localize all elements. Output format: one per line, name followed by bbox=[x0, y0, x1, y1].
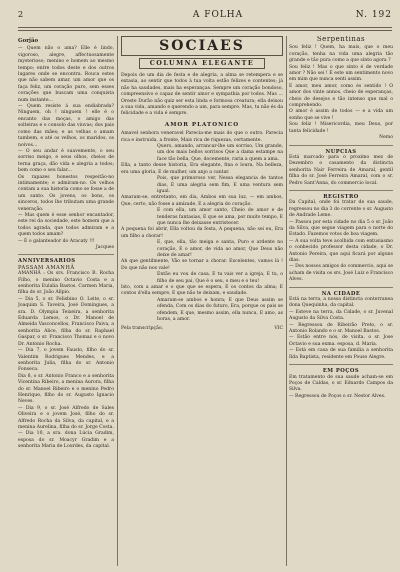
paragraph: — Está em casa de sua familia a senhorita Ilda Baptista, residente em Pouso Alegre. bbox=[289, 348, 393, 360]
paragraph: Amaram-se, entretanto, em dia, Ambos em sua luz, — em ambos, Que, certo, não fosse a amizade, E a alegria do coração. bbox=[121, 195, 283, 207]
paragraph: — Passou por esta cidade no dia 5 o sr. João da Silva, que segue viagem para o norte do Estado. Fazemos votos de boa viagem. bbox=[289, 219, 393, 238]
paragraph: Dia 8, o sr. Antonio Franco e a senhorita Vicentina Ribeiro, a menina Aurora, filha do sr. Manoel Ribeiro e o menino Pedro Henrique, filho do sr. Augusto Ignacio Neves. bbox=[18, 373, 114, 405]
paragraph: — Quem não o ama? Elle é lindo, vigoroso, alegre, affectuosamente mysterioso; menino e homem ao mesmo tempo; entre todos deste e dos outros lugares onde se encontra. Rouca estes que não sabem amar, um amor que os faça feliz, um coração puro, sem esses corações que buscam uma conquista num instante... bbox=[18, 46, 114, 103]
footer-row bbox=[121, 326, 283, 332]
masthead-box bbox=[121, 36, 283, 56]
section-title: EM POÇOS bbox=[322, 368, 360, 375]
paragraph: — O seu andar é suavemente, o seu sorriso meigo, e seus olhos, cheios de terna graça, dão vida e alegria a todos; bem como o seu falar... bbox=[18, 148, 114, 174]
paragraph: Depois de um dia de festa e de alegria, a alma se retempera e se extasia, ao sentir que todos à tua volta estão felizes e contentes; já não ha saudades, mais ha esperanças. Sempre um coração bondoso, compreensivo e capaz de sentir amor e sympathia por todos. Mas ... Oreste Durão não quiz ser esta linda e formosa creatura; ella deixou a sua vida, amando e querendo a um, para sempre. Mas, tu não és da felicidade e a vida é sempre. bbox=[121, 73, 283, 117]
paragraph: Em tratamento de sua saude acham-se em Poços de Caldas, o sr. Eduardo Campos da Silva. bbox=[289, 374, 393, 393]
divider bbox=[289, 190, 393, 191]
right-column bbox=[289, 36, 393, 566]
page-header bbox=[18, 10, 392, 22]
paragraph: Ah que gentilmente, Vão se tornar a chorar. Excelentes, vamos lá ! Do que não nos vale! bbox=[121, 259, 283, 271]
signature: VIC bbox=[274, 326, 283, 332]
header-rule bbox=[18, 27, 392, 28]
column-title: COLUMNA ELEGANTE bbox=[149, 59, 255, 67]
paragraph: — Dia 7, o jovem Fausto, filho do sr. Valentim Rodrigues Mendes, e a senhorita Julia, filha do sr. Antonio Fonseca. bbox=[18, 348, 114, 373]
paragraph: Sou feliz ! Quem, ha mais, que o meu coração, tenha na vida uma alegria tão grande e tão pura como a que sinto agora ? bbox=[289, 45, 393, 64]
column-divider-left bbox=[117, 36, 118, 566]
poem-stanza: E com ella, um amor santo, Cheio de amor e de tenderas fantasias, E que se ama, por muito tempo, E que nunca lhe deixasse entristecer. bbox=[157, 208, 283, 226]
section-title: Serpentinas bbox=[316, 36, 366, 43]
divider bbox=[18, 254, 114, 255]
header-rule-2 bbox=[18, 30, 392, 31]
section-title: NUPCIAS bbox=[325, 148, 357, 155]
paragraph: Amavel senhora veneravel Parecia-me mais do que o outro. Parecia rica e instruida, a fronte, Mais rica de riquezas, certamente. bbox=[121, 131, 283, 143]
poem-stanza: Então eu vou de casa, E tu vais ver a igreja, E tu, o filho de seu pai, Que é o seu, o meu e o teu! bbox=[157, 272, 283, 284]
paragraph: Os rapazes honestos respeitão-no intimamente; e admiram-no. Os velhos contam a sua historia como se fosse a de um santo. Os jovens, os bons, os sinceros, todos lhe tributam uma grande veneração. bbox=[18, 174, 114, 212]
paragraph: — Dia 9, o sr. José Alfredo de Sales Oliveira e o jovem José, filho do sr. Alfredo Rocha da Silva, da capital, e a menina Aurelina, filha do sr. Jorge Costa. bbox=[18, 405, 114, 430]
issue-number: N. 192 bbox=[355, 10, 392, 20]
paragraph: O amor é assim de todos — e a vida um sonho que se vive ! bbox=[289, 109, 393, 121]
paragraph: — Mas quem é esse senhor encantador, este rei da sociedade, este homem que a todos agrada, que todos admiram e a quem todos amam? bbox=[18, 212, 114, 238]
paragraph: Está na terra, a nossa distincta conterranea dona Quequinha, da capital. bbox=[289, 297, 393, 309]
paragraph: — Regressou de Ribeirão Preto, o sr. Antonio Rolando e o sr. Manoel Bastos. bbox=[289, 322, 393, 335]
paragraph: Isto, com a amar e o que que se espera, E os contos da alma; E contos d'ella sempre, E que não te deixam, e saudade. bbox=[121, 285, 283, 297]
paragraph: — Estão entre nós, de visita, o sr. Jose Octavio e sua exma. esposa, d. Maria. bbox=[289, 335, 393, 347]
paragraph: — Regressou de Poços o sr. Nestor Alves. bbox=[289, 393, 386, 399]
divider bbox=[289, 364, 393, 365]
page-number: 2 bbox=[18, 10, 25, 19]
paragraph: — Dos nossos amigos do commercio, aqui se acham de visita os srs. José Luiz e Francisco Alves. bbox=[289, 264, 393, 283]
paragraph: — A sua volta teve acolhida com entusiasmo o conhecido professor desta cidade, o Dr. Antonio Pereira, que aqui ficará por alguns dias. bbox=[289, 238, 393, 263]
paragraph: — Dia 5, o sr. Felisbino O. Leite, o sr. Joaquim S. Taveira, José Domingues, a sra. D. Olympia Teixeira, a senhorita Eduarda Lemos, o Dr. Manoel de Almeida Vasconcellos, Francisco Paiva, a senhorita Alice, filha do sr. Raphael Gaspar, o sr. Francisco Thomaz e o novo Dr. Antonio Rocha. bbox=[18, 296, 114, 347]
paragraph: — Dia 10, a sra. dona Lúcia Gradim, esposa do sr. Moacyr Gradim e a senhorita Maria de Lourdes, da capital. bbox=[18, 431, 114, 450]
section-subtitle: PASSAM AMANHÃ bbox=[18, 264, 75, 271]
section-masthead: SOCIAES bbox=[159, 38, 245, 54]
signature: Jacques bbox=[95, 245, 114, 250]
poem-title: AMOR PLATONICO bbox=[164, 121, 240, 128]
paragraph: Sou feliz ! Mas o que sinto é de verdade amor ? Não sei ! É este um sentimento novo em mim que nunca senti assim. bbox=[289, 64, 393, 83]
paragraph: A pequena foi abrir, Ella voltou da festa, A pequena, não sei eu, Era um filho a chorar! bbox=[121, 227, 283, 239]
paragraph: — Quem resiste á sua endiabrada? Ninguem, oh ! ninguem ! elle é o encanto das moças, o amigo das solteiras e o consolo das viuvas; dos pais como das mães; e as velhas o amam tambem, e até os velhos, os maridos, os noivos... bbox=[18, 104, 114, 148]
paragraph: Da Capital, onde foi tratar de sua saude, regressou no dia 3 do corrente o sr. Augusto de Andrade Leme. bbox=[289, 200, 393, 219]
poem-stanza: Amaram-se ambos e honra; E que Deus assim se ofenda, Com os dias do futuro, Era, porque os pais se ofendem, E que, mesmo assim, ella nunca, E amo, as horas, a amor. bbox=[157, 297, 283, 323]
transcription-note: Pela transcripção, bbox=[121, 326, 164, 332]
section-title: ANNIVERSARIOS bbox=[18, 258, 76, 265]
subtitle-box bbox=[139, 58, 265, 69]
poem-stanza: E, que, ella, tão meiga e santa, Puro e ardente no coração, E o amor, de vida ao amor, Que Deus não deixe de amar! bbox=[157, 240, 283, 258]
paragraph: Sou feliz ! Misericordia, meu Deus, por tanta felicidade ! bbox=[289, 122, 393, 134]
paragraph: Ella, a tanto desse historia, Era elegante, fina e loura, Na belleza, era uma gloria, E de mulher, um anjo a cantar. bbox=[121, 163, 283, 175]
column-divider-right bbox=[286, 36, 287, 566]
left-column bbox=[18, 36, 114, 566]
paragraph: E amor, meu amor, como és sentido ! O amor dos vinte annos, cheio de esperanças, cheio de desejos e tão intenso que mal o comprehendo. bbox=[289, 83, 393, 109]
paragraph: — É o galanteador do Aracaty !!! bbox=[18, 238, 95, 244]
newspaper-name: A FOLHA bbox=[192, 10, 244, 20]
paragraph: AMANHÃ : Os srs. Francisco B. Rocha Filho, o menino Octavio Costa e a senhorita Eulalia Bastos. Carmen Maria, filha do sr. João Alípio. bbox=[18, 271, 114, 296]
middle-column bbox=[121, 36, 283, 566]
paragraph: — Esteve na terra, da Cidade, o sr. Juvenal Augusto da Silva Costa. bbox=[289, 309, 393, 322]
poem-stanza: Quero, amando, arrancar-lhe um sorriso, Um grande, um dos mais bellos sorrisos Que a dama estampe na face tão bella, Que, docemente, raria a quem a ama. bbox=[157, 144, 283, 162]
section-title: NA CIDADE bbox=[321, 290, 361, 297]
signature: Nemo bbox=[379, 135, 393, 141]
divider bbox=[289, 145, 393, 146]
divider bbox=[289, 287, 393, 288]
paragraph: Está marcado para o proximo mez de Dezembro o casamento da distincta senhorita Nair Ferreira de Amaral, gentil filha do sr. José Ferreira Amaral, com o sr. Pedro Sant'Anna, do commercio local. bbox=[289, 154, 393, 186]
poem-stanza: Pois, que primoroso ver, Nessa elegancia de tantos dias, É uma alegria sem fim, E uma ventura sem igual. bbox=[157, 176, 283, 194]
section-title: Gorjão bbox=[18, 38, 39, 44]
section-title: REGISTRO bbox=[323, 193, 359, 200]
